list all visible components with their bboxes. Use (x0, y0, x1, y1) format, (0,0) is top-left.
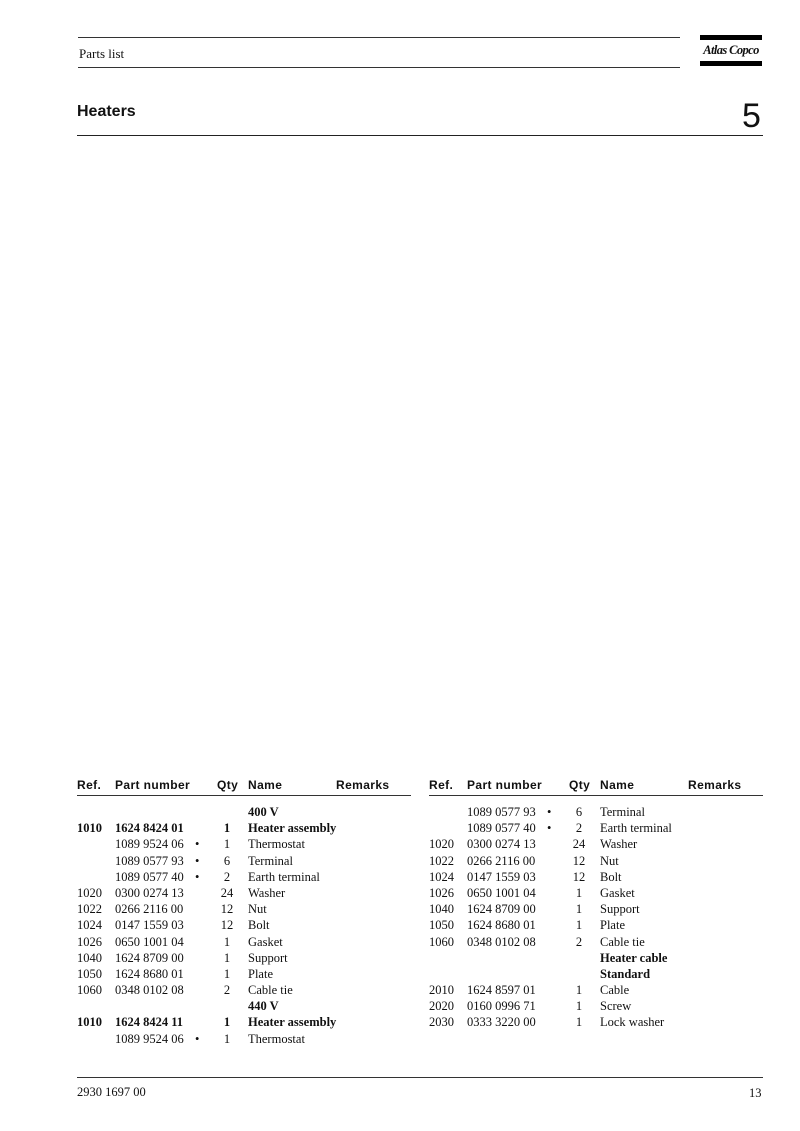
atlas-copco-logo (700, 35, 762, 67)
bullet-icon: • (547, 821, 552, 836)
bullet-icon: • (195, 837, 200, 852)
qty-cell: 1 (223, 1015, 231, 1030)
bullet-icon: • (195, 1031, 200, 1046)
logo-bar-bottom (700, 61, 762, 66)
name-cell: Terminal (600, 805, 645, 819)
ref-cell: 1040 (429, 902, 454, 917)
qty-cell: 1 (575, 983, 583, 998)
header-remarks: Remarks (336, 778, 390, 792)
qty-cell: 1 (575, 999, 583, 1014)
name-cell: Heater cable (600, 950, 668, 965)
table-header (429, 778, 763, 794)
header-qty: Qty (217, 778, 239, 792)
qty-cell: 12 (220, 918, 234, 933)
table-row (429, 885, 763, 901)
name-cell: Nut (600, 853, 619, 868)
ref-cell: 1010 (77, 821, 102, 836)
table-row (429, 950, 763, 966)
header-rule-bottom (78, 67, 680, 68)
parts-table-right (429, 778, 763, 1030)
qty-cell: 24 (220, 885, 234, 900)
table-header (77, 778, 411, 794)
ref-cell: 1050 (77, 966, 102, 981)
name-cell: Screw (600, 999, 632, 1014)
part-number-cell: 1624 8597 01 (467, 983, 536, 998)
table-row (77, 804, 411, 820)
qty-cell: 24 (572, 837, 586, 852)
table-row (77, 853, 411, 869)
table-row (429, 917, 763, 933)
part-number-cell: 0650 1001 04 (115, 934, 184, 949)
part-number-cell: 1089 0577 93 (467, 805, 536, 819)
part-number-cell: 0160 0996 71 (467, 999, 536, 1014)
qty-cell: 12 (572, 869, 586, 884)
header-label: Parts list (79, 46, 125, 61)
bullet-icon: • (547, 805, 552, 819)
page-number: 13 (749, 1086, 762, 1100)
table-row (77, 820, 411, 836)
name-cell: Cable tie (600, 934, 645, 949)
ref-cell: 1022 (77, 902, 102, 917)
part-number-cell: 1624 8424 01 (115, 821, 184, 836)
name-cell: Support (600, 902, 640, 917)
qty-cell: 1 (223, 966, 231, 981)
part-number-cell: 0348 0102 08 (115, 983, 184, 998)
name-cell: Gasket (600, 885, 635, 900)
name-cell: Bolt (248, 918, 270, 933)
table-row (77, 998, 411, 1014)
name-cell: Cable tie (248, 983, 293, 998)
ref-cell: 1020 (77, 885, 102, 900)
name-cell: Lock washer (600, 1015, 665, 1030)
name-cell: 440 V (248, 999, 279, 1014)
qty-cell: 2 (575, 934, 583, 949)
qty-cell: 2 (223, 983, 231, 998)
ref-cell: 1040 (77, 950, 102, 965)
part-number-cell: 1624 8709 00 (467, 902, 536, 917)
name-cell: Heater assembly (248, 1015, 337, 1030)
name-cell: Support (248, 950, 288, 965)
qty-cell: 12 (572, 853, 586, 868)
name-cell: 400 V (248, 805, 279, 819)
part-number-cell: 0266 2116 00 (467, 853, 536, 868)
name-cell: Washer (600, 837, 638, 852)
table-row (77, 950, 411, 966)
part-number-cell: 1089 9524 06 (115, 837, 184, 852)
name-cell: Washer (248, 885, 286, 900)
ref-cell: 1020 (429, 837, 454, 852)
title-rule (77, 135, 763, 136)
qty-cell: 1 (223, 934, 231, 949)
table-row (429, 820, 763, 836)
table-row (77, 966, 411, 982)
part-number-cell: 1089 9524 06 (115, 1031, 184, 1046)
ref-cell: 1022 (429, 853, 454, 868)
parts-table-left (77, 778, 411, 1046)
qty-cell: 1 (223, 837, 231, 852)
table-row (77, 869, 411, 885)
part-number-cell: 0266 2116 00 (115, 902, 184, 917)
part-number-cell: 1089 0577 40 (115, 869, 184, 884)
logo-wordmark: Atlas Copco (703, 43, 759, 57)
ref-cell: 1050 (429, 918, 454, 933)
part-number-cell: 0147 1559 03 (467, 869, 536, 884)
qty-cell: 6 (223, 853, 231, 868)
part-number-cell: 1624 8680 01 (467, 918, 536, 933)
part-number-cell: 0333 3220 00 (467, 1015, 536, 1030)
table-row (77, 917, 411, 933)
qty-cell: 2 (575, 821, 583, 836)
table-row (429, 982, 763, 998)
table-body (429, 804, 763, 1031)
part-number-cell: 1624 8709 00 (115, 950, 184, 965)
section-number: 5 (742, 97, 761, 135)
table-row (429, 1014, 763, 1030)
table-row (429, 901, 763, 917)
qty-cell: 1 (223, 1031, 231, 1046)
name-cell: Bolt (600, 869, 622, 884)
qty-cell: 1 (223, 950, 231, 965)
part-number-cell: 0300 0274 13 (115, 885, 184, 900)
part-number-cell: 1624 8680 01 (115, 966, 184, 981)
table-row (77, 885, 411, 901)
qty-cell: 6 (575, 805, 583, 819)
header-remarks: Remarks (688, 778, 742, 792)
name-cell: Plate (248, 966, 273, 981)
name-cell: Plate (600, 918, 625, 933)
table-row (429, 998, 763, 1014)
document-number: 2930 1697 00 (77, 1085, 146, 1099)
name-cell: Earth terminal (248, 869, 320, 884)
qty-cell: 1 (575, 918, 583, 933)
table-row (77, 836, 411, 852)
name-cell: Gasket (248, 934, 283, 949)
header-ref: Ref. (77, 778, 102, 792)
part-number-cell: 1624 8424 11 (115, 1015, 184, 1030)
qty-cell: 1 (575, 902, 583, 917)
header-ref: Ref. (429, 778, 454, 792)
header-rule-top (78, 37, 680, 38)
section-title: Heaters (77, 103, 136, 120)
table-row (429, 836, 763, 852)
ref-cell: 1010 (77, 1015, 102, 1030)
ref-cell: 1026 (429, 885, 454, 900)
part-number-cell: 1089 0577 40 (467, 821, 536, 836)
name-cell: Cable (600, 983, 630, 998)
name-cell: Terminal (248, 853, 293, 868)
header-part-number: Part number (467, 778, 543, 792)
ref-cell: 2030 (429, 1015, 454, 1030)
name-cell: Standard (600, 966, 651, 981)
footer-rule (77, 1077, 763, 1078)
qty-cell: 1 (575, 1015, 583, 1030)
ref-cell: 1026 (77, 934, 102, 949)
name-cell: Heater assembly (248, 821, 337, 836)
header-part-number: Part number (115, 778, 191, 792)
header-rule (429, 795, 763, 796)
part-number-cell: 1089 0577 93 (115, 853, 184, 868)
ref-cell: 2010 (429, 983, 454, 998)
logo-bar-top (700, 35, 762, 40)
ref-cell: 2020 (429, 999, 454, 1014)
header-rule (77, 795, 411, 796)
part-number-cell: 0650 1001 04 (467, 885, 536, 900)
table-row (429, 869, 763, 885)
part-number-cell: 0348 0102 08 (467, 934, 536, 949)
qty-cell: 1 (223, 821, 231, 836)
part-number-cell: 0147 1559 03 (115, 918, 184, 933)
table-row (77, 934, 411, 950)
header-qty: Qty (569, 778, 591, 792)
name-cell: Thermostat (248, 837, 305, 852)
bullet-icon: • (195, 869, 200, 884)
table-row (429, 966, 763, 982)
ref-cell: 1060 (429, 934, 454, 949)
table-row (77, 1031, 411, 1047)
table-row (429, 934, 763, 950)
ref-cell: 1060 (77, 983, 102, 998)
qty-cell: 1 (575, 885, 583, 900)
part-number-cell: 0300 0274 13 (467, 837, 536, 852)
qty-cell: 12 (220, 902, 234, 917)
ref-cell: 1024 (77, 918, 102, 933)
table-row (77, 901, 411, 917)
qty-cell: 2 (223, 869, 231, 884)
name-cell: Nut (248, 902, 267, 917)
name-cell: Earth terminal (600, 821, 672, 836)
table-body (77, 804, 411, 1047)
name-cell: Thermostat (248, 1031, 305, 1046)
header-name: Name (600, 778, 635, 792)
header-name: Name (248, 778, 283, 792)
ref-cell: 1024 (429, 869, 454, 884)
table-row (429, 804, 763, 820)
bullet-icon: • (195, 853, 200, 868)
table-row (77, 1014, 411, 1030)
table-row (429, 853, 763, 869)
table-row (77, 982, 411, 998)
